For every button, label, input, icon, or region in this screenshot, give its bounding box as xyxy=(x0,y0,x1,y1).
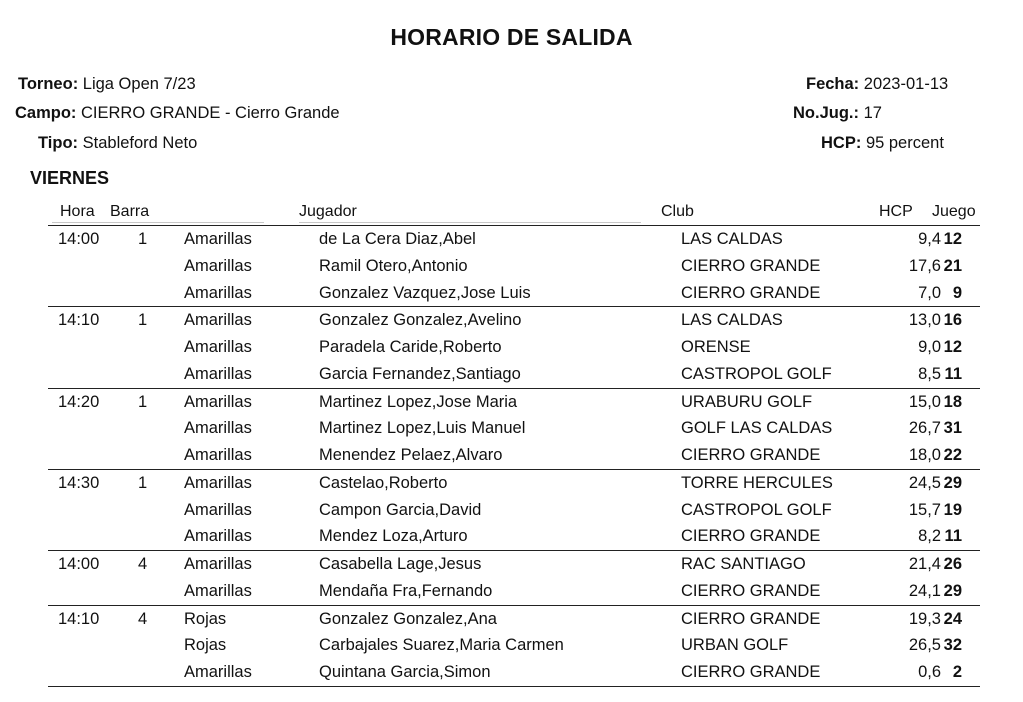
hcp-cell: 21,4 xyxy=(877,551,941,578)
day-heading: VIERNES xyxy=(30,168,110,188)
hora-cell xyxy=(48,659,128,686)
tee-cell: Amarillas xyxy=(184,500,252,519)
table-row xyxy=(48,497,980,524)
player-cell: Gonzalez Vazquez,Jose Luis xyxy=(319,283,531,302)
barra-cell xyxy=(128,523,184,550)
hcp-cell: 7,0 xyxy=(918,283,941,302)
hcp-cell: 13,0 xyxy=(877,307,941,334)
player-cell: Martinez Lopez,Jose Maria xyxy=(319,388,681,415)
torneo-value: Liga Open 7/23 xyxy=(82,75,196,93)
juego-cell: 29 xyxy=(941,469,980,496)
hcp-label: HCP: xyxy=(821,134,862,152)
tee-cell: Amarillas xyxy=(184,659,319,686)
fecha-value: 2023-01-13 xyxy=(863,75,949,93)
table-row xyxy=(48,307,980,334)
barra-cell xyxy=(128,578,184,605)
table-row xyxy=(48,253,980,280)
tee-cell: Amarillas xyxy=(184,226,319,253)
tipo-value: Stableford Neto xyxy=(82,134,198,152)
tee-cell: Amarillas xyxy=(184,469,319,496)
barra-cell: 4 xyxy=(128,605,184,632)
player-cell: Ramil Otero,Antonio xyxy=(319,256,468,275)
juego-cell: 32 xyxy=(943,636,962,655)
hcp-cell: 15,0 xyxy=(877,388,941,415)
juego-cell: 31 xyxy=(943,419,962,438)
col-barra: Barra xyxy=(110,203,150,220)
col-hora: Hora xyxy=(60,203,95,220)
barra-cell xyxy=(128,497,184,524)
table-row xyxy=(48,632,980,659)
player-cell: Carbajales Suarez,Maria Carmen xyxy=(319,636,564,655)
torneo-row xyxy=(18,75,196,94)
nojug-label: No.Jug.: xyxy=(793,104,859,122)
header-underline-middle xyxy=(299,222,641,223)
table-row xyxy=(48,280,980,307)
player-cell: Garcia Fernandez,Santiago xyxy=(319,364,521,383)
torneo-label: Torneo: xyxy=(18,75,79,93)
barra-cell: 1 xyxy=(128,307,184,334)
club-cell: RAC SANTIAGO xyxy=(681,551,877,578)
hcp-cell: 19,3 xyxy=(877,605,941,632)
tee-cell: Amarillas xyxy=(184,581,252,600)
juego-cell: 12 xyxy=(943,338,962,356)
tee-cell: Amarillas xyxy=(184,527,252,546)
player-cell: Gonzalez Gonzalez,Avelino xyxy=(319,307,681,334)
header-underline-left xyxy=(52,222,264,223)
juego-cell: 11 xyxy=(944,364,962,383)
hcp-cell: 18,0 xyxy=(908,446,941,464)
table-row xyxy=(48,659,980,686)
table-row xyxy=(48,469,980,496)
tee-group xyxy=(48,551,980,606)
barra-cell xyxy=(128,442,184,469)
club-cell: CIERRO GRANDE xyxy=(681,256,821,275)
hora-cell: 14:20 xyxy=(48,388,128,415)
player-cell: Martinez Lopez,Luis Manuel xyxy=(319,419,526,438)
hora-cell xyxy=(48,632,128,659)
tee-times-table xyxy=(48,225,980,687)
juego-cell: 22 xyxy=(943,446,962,464)
fecha-label: Fecha: xyxy=(806,75,860,93)
juego-cell: 19 xyxy=(943,500,962,519)
tee-cell: Amarillas xyxy=(184,551,319,578)
fecha-row xyxy=(806,75,948,94)
col-juego: Juego xyxy=(932,203,976,220)
tee-group xyxy=(48,605,980,686)
table-row xyxy=(48,551,980,578)
tee-cell: Amarillas xyxy=(184,388,319,415)
hcp-cell: 26,5 xyxy=(908,636,941,655)
barra-cell xyxy=(128,361,184,388)
tee-group xyxy=(48,469,980,550)
hcp-cell: 9,0 xyxy=(918,338,941,356)
tee-cell: Rojas xyxy=(184,605,319,632)
tee-cell: Amarillas xyxy=(184,338,252,356)
club-cell: CIERRO GRANDE xyxy=(681,605,877,632)
hcp-cell: 26,7 xyxy=(908,419,941,438)
tee-cell: Amarillas xyxy=(184,256,252,275)
hora-cell xyxy=(48,442,128,469)
nojug-row xyxy=(793,104,882,123)
hcp-cell: 8,5 xyxy=(918,364,941,383)
hcp-cell: 24,1 xyxy=(908,581,941,600)
col-jugador: Jugador xyxy=(299,203,357,220)
table-row xyxy=(48,442,980,469)
barra-cell: 1 xyxy=(128,388,184,415)
hcp-cell: 24,5 xyxy=(877,469,941,496)
hora-cell xyxy=(48,334,128,361)
tee-group xyxy=(48,388,980,469)
hcp-value: 95 percent xyxy=(865,134,944,152)
tee-group xyxy=(48,226,980,307)
hora-cell: 14:00 xyxy=(48,551,128,578)
club-cell: LAS CALDAS xyxy=(681,226,877,253)
player-cell: Menendez Pelaez,Alvaro xyxy=(319,446,503,464)
club-cell: GOLF LAS CALDAS xyxy=(681,419,833,438)
table-row xyxy=(48,361,980,388)
tee-cell: Amarillas xyxy=(184,446,252,464)
barra-cell: 4 xyxy=(128,551,184,578)
club-cell: CIERRO GRANDE xyxy=(681,527,821,546)
player-cell: Casabella Lage,Jesus xyxy=(319,551,681,578)
barra-cell xyxy=(128,415,184,442)
tipo-row xyxy=(38,134,197,153)
col-hcp: HCP xyxy=(879,203,913,220)
hora-cell xyxy=(48,415,128,442)
juego-cell: 29 xyxy=(943,581,962,600)
tee-cell: Amarillas xyxy=(184,364,252,383)
hora-cell xyxy=(48,578,128,605)
club-cell: CIERRO GRANDE xyxy=(681,659,877,686)
club-cell: CASTROPOL GOLF xyxy=(681,500,832,519)
juego-cell: 18 xyxy=(941,388,980,415)
club-cell: CASTROPOL GOLF xyxy=(681,364,832,383)
player-cell: Mendez Loza,Arturo xyxy=(319,527,468,546)
player-cell: Castelao,Roberto xyxy=(319,469,681,496)
tipo-label: Tipo: xyxy=(38,134,79,152)
table-row xyxy=(48,415,980,442)
hcp-row xyxy=(821,134,944,153)
tee-cell: Amarillas xyxy=(184,419,252,438)
hora-cell: 14:00 xyxy=(48,226,128,253)
table-row xyxy=(48,226,980,253)
club-cell: TORRE HERCULES xyxy=(681,469,877,496)
hora-cell xyxy=(48,280,128,307)
hora-cell: 14:10 xyxy=(48,307,128,334)
page-title: HORARIO DE SALIDA xyxy=(390,24,633,50)
hcp-cell: 15,7 xyxy=(908,500,941,519)
hcp-cell: 0,6 xyxy=(877,659,941,686)
barra-cell xyxy=(128,334,184,361)
club-cell: CIERRO GRANDE xyxy=(681,283,821,302)
club-cell: URBAN GOLF xyxy=(681,636,789,655)
player-cell: Mendaña Fra,Fernando xyxy=(319,581,493,600)
tee-cell: Rojas xyxy=(184,636,227,655)
table-row xyxy=(48,523,980,550)
club-cell: CIERRO GRANDE xyxy=(681,581,821,600)
tee-cell: Amarillas xyxy=(184,307,319,334)
player-cell: Paradela Caride,Roberto xyxy=(319,338,502,356)
table-row xyxy=(48,334,980,361)
hora-cell xyxy=(48,523,128,550)
barra-cell xyxy=(128,632,184,659)
col-club: Club xyxy=(661,203,694,220)
hora-cell: 14:10 xyxy=(48,605,128,632)
juego-cell: 24 xyxy=(941,605,980,632)
player-cell: Campon Garcia,David xyxy=(319,500,482,519)
club-cell: LAS CALDAS xyxy=(681,307,877,334)
nojug-value: 17 xyxy=(863,104,882,122)
table-row xyxy=(48,578,980,605)
player-cell: Gonzalez Gonzalez,Ana xyxy=(319,605,681,632)
juego-cell: 11 xyxy=(944,527,962,546)
tee-cell: Amarillas xyxy=(184,283,252,302)
hcp-cell: 8,2 xyxy=(918,527,941,546)
barra-cell xyxy=(128,659,184,686)
hora-cell xyxy=(48,497,128,524)
barra-cell xyxy=(128,280,184,307)
barra-cell: 1 xyxy=(128,469,184,496)
juego-cell: 21 xyxy=(943,256,962,275)
juego-cell: 16 xyxy=(941,307,980,334)
barra-cell xyxy=(128,253,184,280)
tee-group xyxy=(48,307,980,388)
club-cell: CIERRO GRANDE xyxy=(681,446,821,464)
campo-row xyxy=(15,104,340,123)
barra-cell: 1 xyxy=(128,226,184,253)
player-cell: Quintana Garcia,Simon xyxy=(319,659,681,686)
juego-cell: 26 xyxy=(941,551,980,578)
table-row xyxy=(48,605,980,632)
hora-cell xyxy=(48,253,128,280)
campo-value: CIERRO GRANDE - Cierro Grande xyxy=(81,104,340,122)
hora-cell: 14:30 xyxy=(48,469,128,496)
hcp-cell: 9,4 xyxy=(877,226,941,253)
hcp-cell: 17,6 xyxy=(908,256,941,275)
hora-cell xyxy=(48,361,128,388)
table-row xyxy=(48,388,980,415)
player-cell: de La Cera Diaz,Abel xyxy=(319,226,681,253)
juego-cell: 2 xyxy=(941,659,980,686)
juego-cell: 9 xyxy=(952,283,962,302)
campo-label: Campo: xyxy=(15,104,77,122)
club-cell: URABURU GOLF xyxy=(681,388,877,415)
club-cell: ORENSE xyxy=(681,338,751,356)
juego-cell: 12 xyxy=(941,226,980,253)
